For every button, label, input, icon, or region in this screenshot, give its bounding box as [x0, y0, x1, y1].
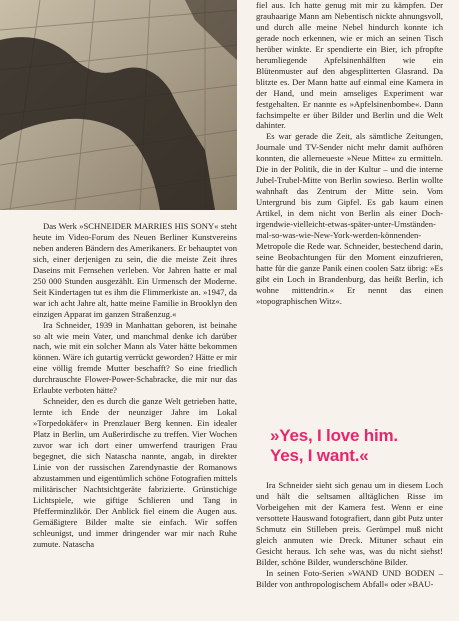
left-column: [33, 221, 237, 550]
paragraph: fiel aus. Ich hatte genug mit mir zu kämpfen. Der grauhaarige Mann am Nebentisch nickte ahnungsvoll, und durch alle meine Nebel hindurch konnte ich gerade noch erkennen, wie er mich an seinen Tisch herüber winkte. Er spendierte ein Bier, ich pfropfte herumliegende Apfelsinenhälften wie ein Blütenmuster auf den abgesplitterten Glasrand. Da blitzte es. Der Mann hatte auf einmal eine Kamera in der Hand, und mein amseliges Experiment war festgehalten. Er nannte es »Apfelsinenbombe«. Dann fachsimpelte er über Bilder und Berlin und die Welt dahinter.: [256, 0, 443, 131]
paragraph: In seinen Foto-Serien »WAND UND BODEN – Bilder von anthropologischem Abfall« oder »BAU-: [256, 567, 443, 589]
street-photo-icon: [0, 0, 237, 210]
pull-quote-line: »Yes, I love him.: [270, 426, 398, 445]
paragraph: Schneider, den es durch die ganze Welt getrieben hatte, lernte ich Ende der neunziger Jahre im Lokal »Torpedokäfer« in Prenzlauer Berg kennen. Ein idealer Platz in Berlin, um Außerirdische zu treffen. Vier Wochen zuvor war ich dort einer umwerfend traurigen Frau begegnet, die sich Natascha nannte, angab, in direkter Linie von der russischen Zarendynastie der Romanows abzustammen und eigentümlich schöne Fotografien mittels militärischer Nachtsichtgeräte fabrizierte. Grünstichige Lichtspiele, wie giftige Schlieren und Tang in Pfefferminzlikör. Der Anblick fiel einem die Augen aus. Gemäßigtere Bilder malte sie einfach. Wir soffen schleunigst, und immer dringender war mir nach Ruhe zumute. Natascha: [33, 396, 237, 549]
right-column: [256, 0, 443, 307]
pull-quote-line: Yes, I want.«: [270, 446, 369, 465]
pull-quote: [270, 426, 446, 466]
street-photo: [0, 0, 237, 210]
paragraph: Ira Schneider, 1939 in Manhattan geboren, ist beinahe so alt wie mein Vater, und manchmal denke ich darüber nach, wie mit ein solcher Mann als Vater hätte bekommen können. Wäre ich gutartig verrückt geworden? Hätte er mir eine völlig fremde Mutter beschafft? So eine friedlich durchrauschte Flower-Power-Schabracke, die mir nur das Erlaubte verboten hätte?: [33, 319, 237, 396]
right-column-continued: [256, 480, 443, 590]
paragraph: Das Werk »SCHNEIDER MARRIES HIS SONY« steht heute im Video-Forum des Neuen Berliner Kunstvereins neben anderen Bändern des Amerikaners. Er behauptet von sich, einer derjenigen zu sein, die die meiste Zeit ihres Daseins mit Fernsehen verleben. Vor Jahren hatte er mal 250 000 Stunden ausgezählt. Ein Urmensch der Moderne. Seit Kindertagen tut es ihm die Flimmerkiste an. »1947, da war ich acht Jahre alt, hatte meine Familie in Brooklyn den einzigen Apparat im ganzen Straßenzug.«: [33, 221, 237, 319]
paragraph: Es war gerade die Zeit, als sämtliche Zeitungen, Journale und TV-Sender nicht mehr damit aufhören konnten, die allerneueste »Neue Mitte« zu ermitteln. Die in der Politik, die in der Kultur – und die interne Jubel-Trubel-Mitte von Berlin sowieso. Berlin wollte wahnhaft das Zentrum der Mitte sein. Vom Untergrund bis zum Gipfel. Es gab kaum einen Artikel, in dem nicht von Berlin als einer Doch-irgendwie-vielleicht-etwas-später-unter-Umständen-mal-so-was-wie-New-York-werden-könnenden-Metropole die Rede war. Schneider, bestechend darin, seine Beobachtungen für den Moment einzufrieren, hatte für die ganze Panik einen coolen Satz übrig: »Es gibt ein Loch in Brandenburg, das heißt Berlin, ich wohne mittendrin.« Er nennt das einen »topographischen Witz«.: [256, 131, 443, 306]
paragraph: Ira Schneider sieht sich genau um in diesem Loch und hält die seltsamen alltäglichen Risse im Vorbeigehen mit der Kamera fest. Wenn er eine versottete Hauswand fotografiert, dann gibt Putz unter Schmutz ein Stilleben preis. Gerümpel muß nicht gleich anmuten wie Dreck. Mituner schaut ein Gesicht heraus. Ich sehe was, was du nicht siehst! Bilder, schöne Bilder, wunderschöne Bilder.: [256, 480, 443, 567]
